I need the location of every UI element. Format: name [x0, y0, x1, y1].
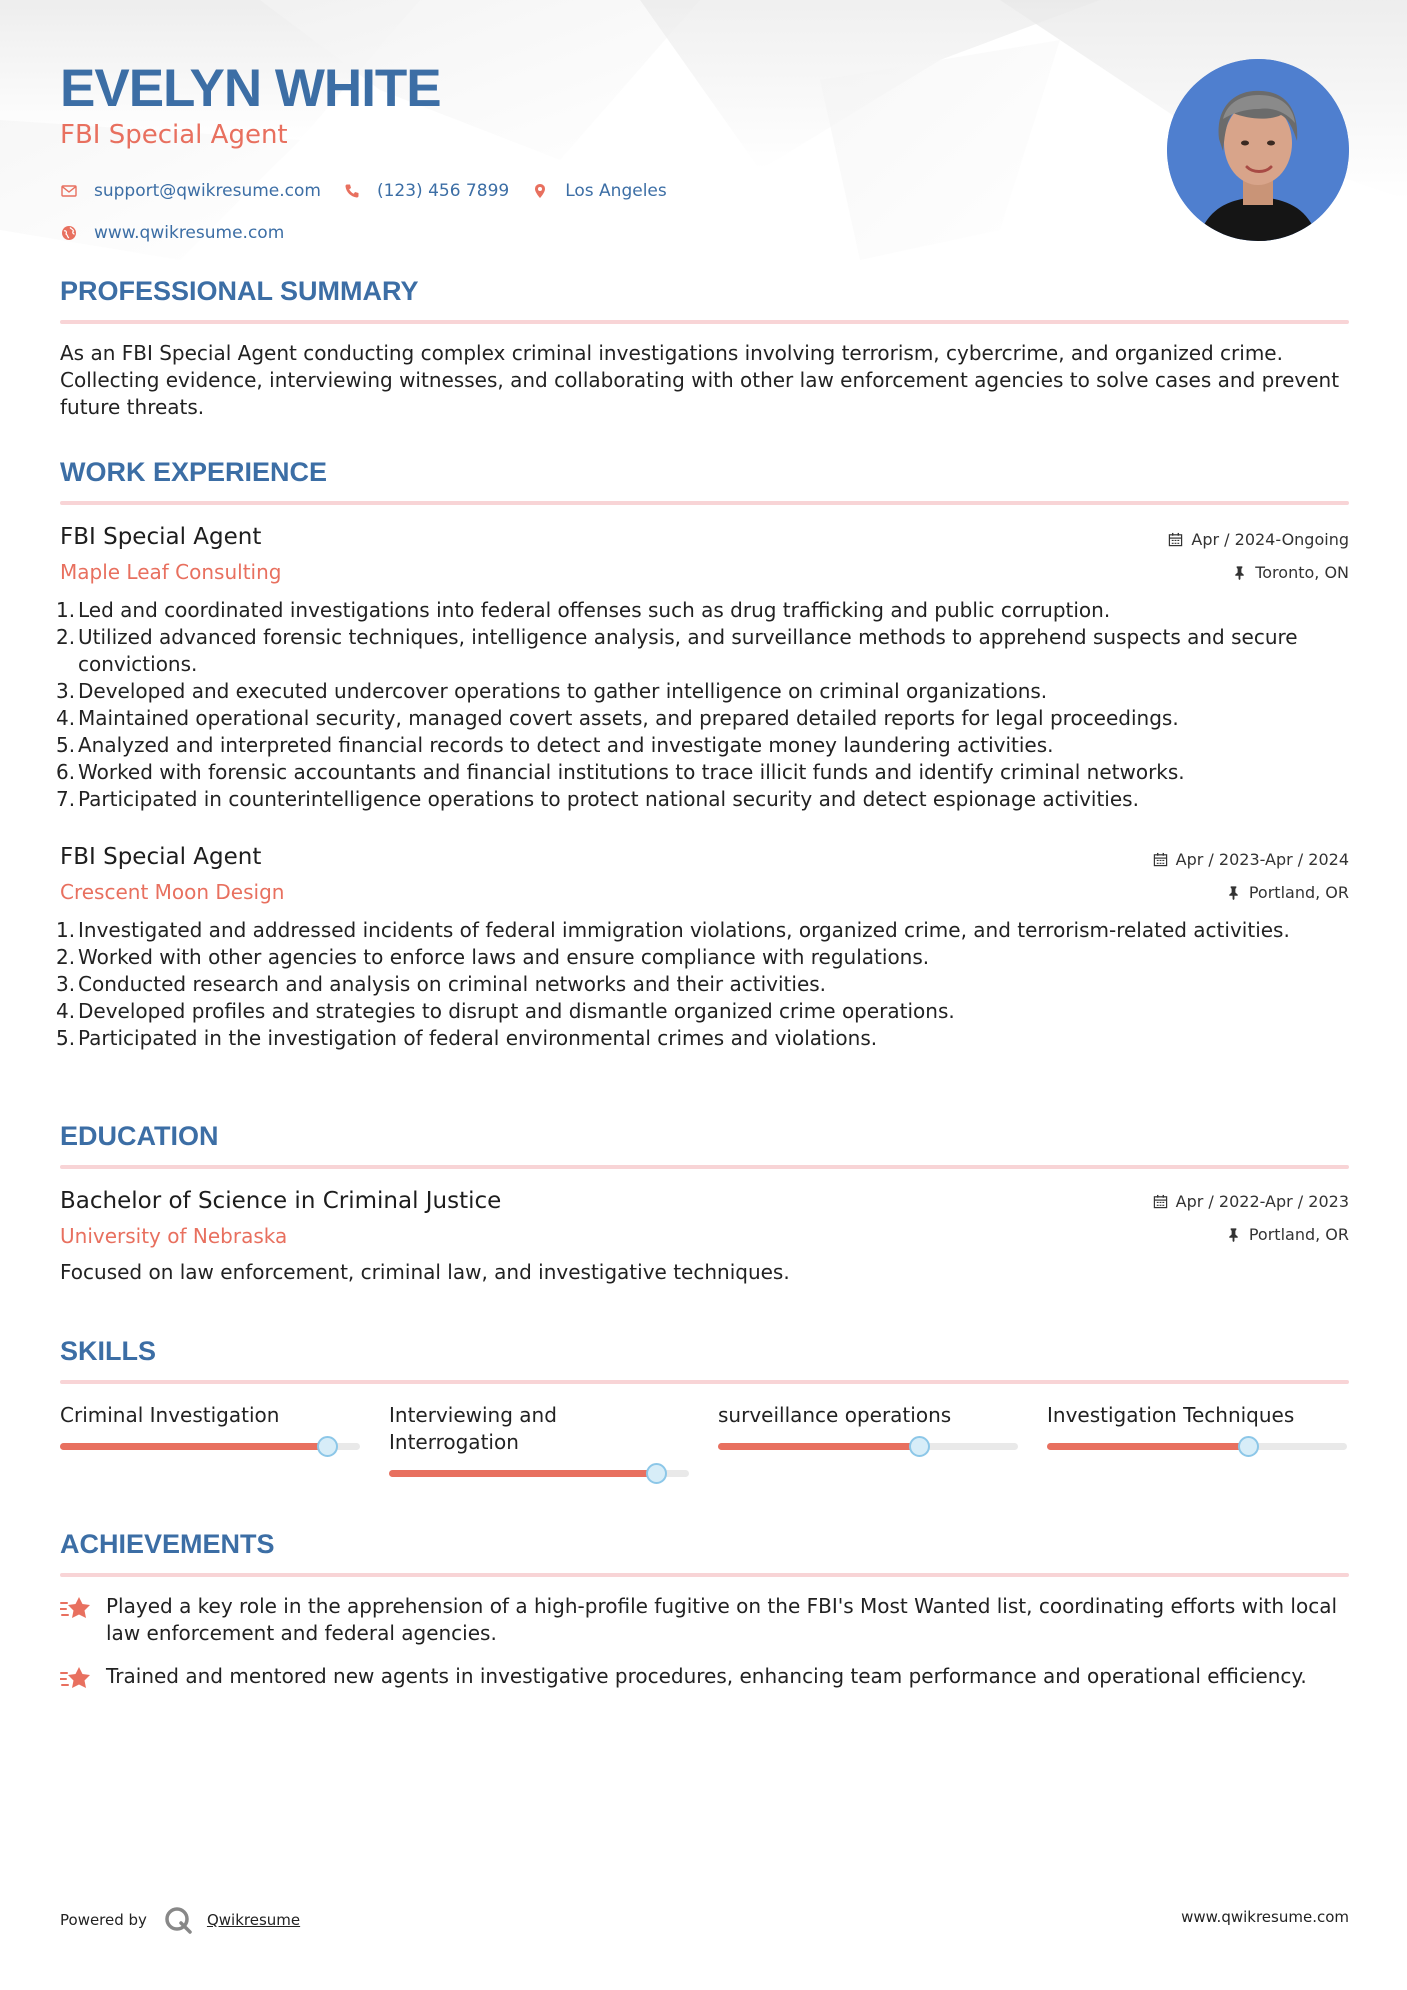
list-item: 3. Developed and executed undercover operations to gather intelligence on criminal organizations. — [56, 679, 1048, 703]
globe-icon — [60, 224, 78, 242]
contact-location — [531, 181, 667, 201]
skill-fill — [1047, 1443, 1248, 1450]
job-bullets — [56, 597, 1349, 813]
skill-item — [60, 1402, 360, 1477]
list-item: 1. Investigated and addressed incidents of federal immigration violations, organized crime, and terrorism-related activities. — [56, 918, 1290, 942]
calendar-icon — [1168, 532, 1183, 547]
candidate-name: EVELYN WHITE — [60, 59, 441, 118]
skill-bar — [1047, 1443, 1347, 1450]
skill-fill — [389, 1470, 656, 1477]
summary-text: As an FBI Special Agent conducting complex criminal investigations involving terrorism, cybercrime, and organized crime. Collecting evidence, interviewing witnesses, and collaborating with other law enforcement agencies to solve cases and prevent future threats. — [60, 341, 1340, 419]
achievement-item — [60, 1593, 1349, 1647]
pushpin-icon — [1226, 1227, 1241, 1242]
qwikresume-logo-icon — [163, 1905, 193, 1935]
job-title: FBI Special Agent — [60, 844, 262, 870]
summary-section — [60, 276, 1349, 421]
education-meta — [1153, 1185, 1349, 1251]
pushpin-icon — [1226, 885, 1241, 900]
star-icon — [60, 1663, 92, 1695]
avatar — [1167, 59, 1349, 241]
skill-bar — [60, 1443, 360, 1450]
skill-knob — [1238, 1436, 1259, 1457]
skills-heading: SKILLS — [60, 1336, 157, 1366]
experience-heading: WORK EXPERIENCE — [60, 457, 328, 487]
achievement-text: Trained and mentored new agents in investigative procedures, enhancing team performance and operational efficiency. — [106, 1664, 1307, 1688]
job-title: FBI Special Agent — [60, 524, 262, 550]
list-item: 4. Maintained operational security, managed covert assets, and prepared detailed reports for legal proceedings. — [56, 706, 1179, 730]
website-text: www.qwikresume.com — [94, 223, 285, 243]
achievements-heading: ACHIEVEMENTS — [60, 1529, 275, 1559]
skill-item — [389, 1402, 689, 1477]
skill-name: Criminal Investigation — [60, 1403, 280, 1427]
envelope-icon — [60, 182, 78, 200]
skill-name: surveillance operations — [718, 1403, 952, 1427]
skill-fill — [60, 1443, 327, 1450]
education-heading: EDUCATION — [60, 1121, 219, 1151]
skills-list — [60, 1402, 1349, 1477]
candidate-role: FBI Special Agent — [60, 120, 288, 150]
job-meta — [1153, 843, 1349, 909]
star-icon — [60, 1593, 92, 1625]
list-item: 4. Developed profiles and strategies to disrupt and dismantle organized crime operations. — [56, 999, 955, 1023]
calendar-icon — [1153, 1194, 1168, 1209]
resume-page — [56, 0, 1349, 1990]
calendar-icon — [1153, 852, 1168, 867]
school-name: University of Nebraska — [60, 1224, 288, 1248]
phone-text: (123) 456 7899 — [376, 181, 510, 201]
skill-knob — [646, 1463, 667, 1484]
education-dates: Apr / 2022-Apr / 2023 — [1175, 1192, 1349, 1211]
contact-website[interactable] — [60, 223, 284, 243]
job-bullets — [56, 917, 1349, 1052]
skill-item — [1047, 1402, 1347, 1477]
skill-name: Interviewing and Interrogation — [389, 1403, 557, 1454]
footer — [60, 1895, 1349, 1935]
job-entry — [56, 519, 1349, 813]
brand-link[interactable]: Qwikresume — [206, 1911, 301, 1929]
education-entry — [60, 1183, 1349, 1286]
section-divider — [60, 1165, 1349, 1169]
skill-bar — [718, 1443, 1018, 1450]
contact-info — [60, 170, 689, 254]
resume-header — [60, 0, 1349, 243]
job-meta — [1168, 523, 1349, 589]
list-item: 2. Utilized advanced forensic techniques, intelligence analysis, and surveillance methods to apprehend suspects and secure convictions. — [56, 625, 1298, 676]
contact-phone[interactable] — [343, 181, 509, 201]
job-company: Maple Leaf Consulting — [60, 560, 282, 584]
achievement-text: Played a key role in the apprehension of a high-profile fugitive on the FBI's Most Wanted list, coordinating efforts with local law enforcement and federal agencies. — [106, 1594, 1338, 1645]
pushpin-icon — [1232, 565, 1247, 580]
job-dates: Apr / 2023-Apr / 2024 — [1175, 850, 1349, 869]
footer-website[interactable]: www.qwikresume.com — [1181, 1908, 1349, 1926]
job-location: Toronto, ON — [1255, 563, 1349, 582]
phone-icon — [343, 182, 361, 200]
achievement-item — [60, 1663, 1349, 1695]
job-location: Portland, OR — [1248, 883, 1349, 902]
contact-email[interactable] — [60, 181, 321, 201]
list-item: 6. Worked with forensic accountants and financial institutions to trace illicit funds and identify criminal networks. — [56, 760, 1185, 784]
list-item: 7. Participated in counterintelligence operations to protect national security and detect espionage activities. — [56, 787, 1139, 811]
list-item: 5. Participated in the investigation of federal environmental crimes and violations. — [56, 1026, 878, 1050]
job-entry — [56, 839, 1349, 1052]
job-company: Crescent Moon Design — [60, 880, 285, 904]
skills-section — [60, 1336, 1349, 1477]
education-description: Focused on law enforcement, criminal law, and investigative techniques. — [60, 1260, 790, 1284]
summary-heading: PROFESSIONAL SUMMARY — [60, 276, 419, 306]
list-item: 5. Analyzed and interpreted financial records to detect and investigate money laundering activities. — [56, 733, 1054, 757]
list-item: 2. Worked with other agencies to enforce laws and ensure compliance with regulations. — [56, 945, 930, 969]
job-dates: Apr / 2024-Ongoing — [1191, 530, 1349, 549]
profile-photo — [1167, 59, 1349, 241]
section-divider — [60, 1573, 1349, 1577]
list-item: 3. Conducted research and analysis on criminal networks and their activities. — [56, 972, 827, 996]
experience-section — [56, 457, 1349, 1052]
skill-fill — [718, 1443, 919, 1450]
location-text: Los Angeles — [565, 181, 667, 201]
section-divider — [60, 501, 1349, 505]
skill-name: Investigation Techniques — [1047, 1403, 1295, 1427]
list-item: 1. Led and coordinated investigations into federal offenses such as drug trafficking and public corruption. — [56, 598, 1111, 622]
map-pin-icon — [531, 182, 549, 200]
powered-by-label: Powered by — [60, 1911, 147, 1929]
degree-title: Bachelor of Science in Criminal Justice — [60, 1188, 502, 1214]
section-divider — [60, 320, 1349, 324]
skill-knob — [317, 1436, 338, 1457]
section-divider — [60, 1380, 1349, 1384]
achievements-section — [60, 1529, 1349, 1695]
education-section — [60, 1121, 1349, 1286]
education-location: Portland, OR — [1248, 1225, 1349, 1244]
skill-bar — [389, 1470, 689, 1477]
powered-by — [60, 1905, 300, 1935]
skill-knob — [909, 1436, 930, 1457]
email-text: support@qwikresume.com — [94, 181, 321, 201]
skill-item — [718, 1402, 1018, 1477]
